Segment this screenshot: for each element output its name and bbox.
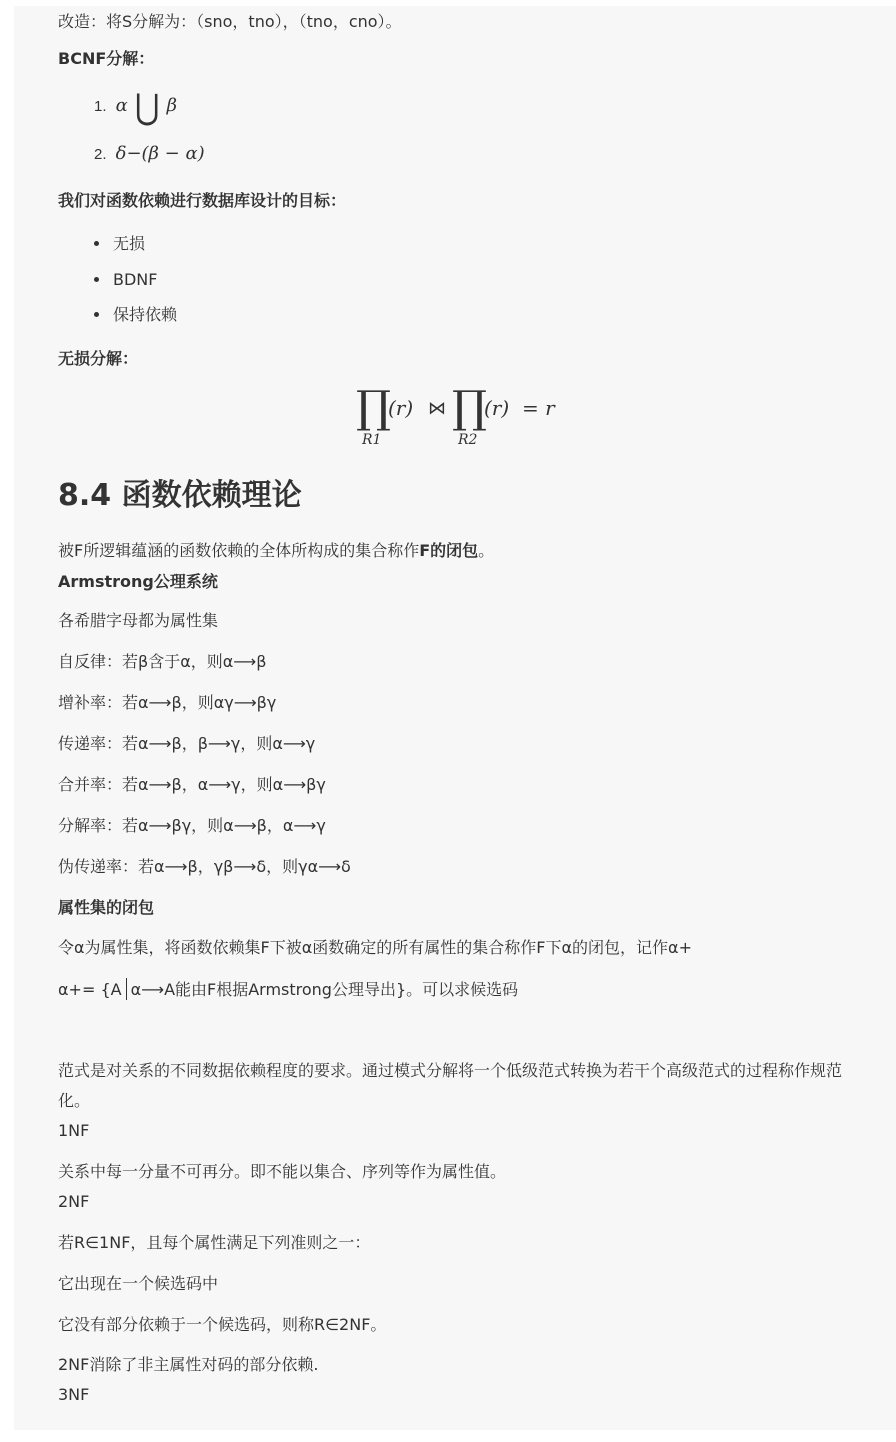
natural-join-symbol: ⋈ bbox=[428, 398, 446, 419]
lossless-formula bbox=[58, 382, 868, 452]
nf1-heading: 1NF bbox=[58, 1121, 90, 1140]
bullet-dot-icon bbox=[94, 241, 99, 246]
equals-r: = r bbox=[522, 396, 555, 420]
nf2-note: 2NF消除了非主属性对码的部分依赖. bbox=[58, 1355, 319, 1374]
product-subscript: R1 bbox=[362, 432, 382, 448]
nf2-criterion-1: 它出现在一个候选码中 bbox=[58, 1274, 219, 1293]
rule-union: 合并率：若α⟶β，α⟶γ，则α⟶βγ bbox=[58, 775, 326, 794]
rule-transitivity: 传递率：若α⟶β，β⟶γ，则α⟶γ bbox=[58, 734, 316, 753]
bullet-dot-icon bbox=[94, 312, 99, 317]
bigcup-symbol: ⋃ bbox=[134, 87, 160, 128]
decomposition-text: 改造：将S分解为：（sno，tno），（tno，cno）。 bbox=[58, 12, 402, 31]
closure-period: 。 bbox=[478, 541, 495, 560]
math-expression: δ−(β − α) bbox=[115, 143, 205, 164]
page-background bbox=[14, 6, 896, 1430]
product-subscript: R2 bbox=[458, 432, 478, 448]
nf2-heading: 2NF bbox=[58, 1192, 90, 1211]
goal-label: 无损 bbox=[113, 234, 146, 253]
rule-decomposition: 分解率：若α⟶βγ，则α⟶β，α⟶γ bbox=[58, 816, 326, 835]
nf2-criterion-2: 它没有部分依赖于一个候选码，则称R∈2NF。 bbox=[58, 1315, 387, 1334]
nf2-condition: 若R∈1NF，且每个属性满足下列准则之一： bbox=[58, 1233, 371, 1252]
goal-list-item bbox=[94, 233, 145, 255]
design-goal-heading: 我们对函数依赖进行数据库设计的目标： bbox=[58, 191, 347, 210]
section-title: 8.4 函数依赖理论 bbox=[58, 478, 302, 513]
attribute-closure-set bbox=[58, 978, 518, 1001]
rule-pseudotransitivity: 伪传递率：若α⟶β，γβ⟶δ，则γα⟶δ bbox=[58, 857, 351, 876]
rule-augmentation: 增补率：若α⟶β，则αγ⟶βγ bbox=[58, 693, 277, 712]
lossless-heading: 无损分解： bbox=[58, 349, 139, 368]
math-alpha: α bbox=[115, 95, 128, 116]
product-symbol: ∏ bbox=[452, 382, 488, 433]
bcnf-list-item-1 bbox=[94, 87, 177, 128]
greek-letter-note: 各希腊字母都为属性集 bbox=[58, 611, 219, 630]
set-divider bbox=[126, 978, 127, 1000]
goal-list-item bbox=[94, 304, 177, 326]
attribute-closure-heading: 属性集的闭包 bbox=[58, 898, 155, 917]
armstrong-heading: Armstrong公理系统 bbox=[58, 572, 218, 591]
set-condition: α⟶A能由F根据Armstrong公理导出}。可以求候选码 bbox=[130, 980, 519, 999]
list-number: 1. bbox=[94, 98, 107, 115]
math-beta: β bbox=[166, 95, 177, 116]
nf1-description: 关系中每一分量不可再分。即不能以集合、序列等作为属性值。 bbox=[58, 1162, 507, 1181]
normal-form-intro: 范式是对关系的不同数据依赖程度的要求。通过模式分解将一个低级范式转换为若干个高级范式的过程称作规范化。 bbox=[58, 1061, 843, 1110]
goal-label: BDNF bbox=[113, 270, 158, 289]
rule-reflexivity: 自反律：若β含于α，则α⟶β bbox=[58, 652, 267, 671]
bcnf-list-item-2 bbox=[94, 142, 205, 167]
goal-list-item bbox=[94, 269, 157, 291]
relation-r: (r) bbox=[484, 396, 510, 420]
nf3-heading: 3NF bbox=[58, 1385, 90, 1404]
closure-text: 被F所逻辑蕴涵的函数依赖的全体所构成的集合称作 bbox=[58, 541, 420, 560]
closure-term: F的闭包 bbox=[419, 541, 479, 560]
goal-label: 保持依赖 bbox=[113, 305, 178, 324]
product-symbol: ∏ bbox=[356, 382, 392, 433]
bcnf-heading: BCNF分解： bbox=[58, 49, 155, 68]
relation-r: (r) bbox=[388, 396, 414, 420]
list-number: 2. bbox=[94, 146, 107, 163]
attribute-closure-definition: 令α为属性集，将函数依赖集F下被α函数确定的所有属性的集合称作F下α的闭包，记作α+ bbox=[58, 938, 693, 957]
set-open: α+= {A bbox=[58, 980, 122, 999]
closure-definition bbox=[58, 540, 494, 562]
bullet-dot-icon bbox=[94, 277, 99, 282]
